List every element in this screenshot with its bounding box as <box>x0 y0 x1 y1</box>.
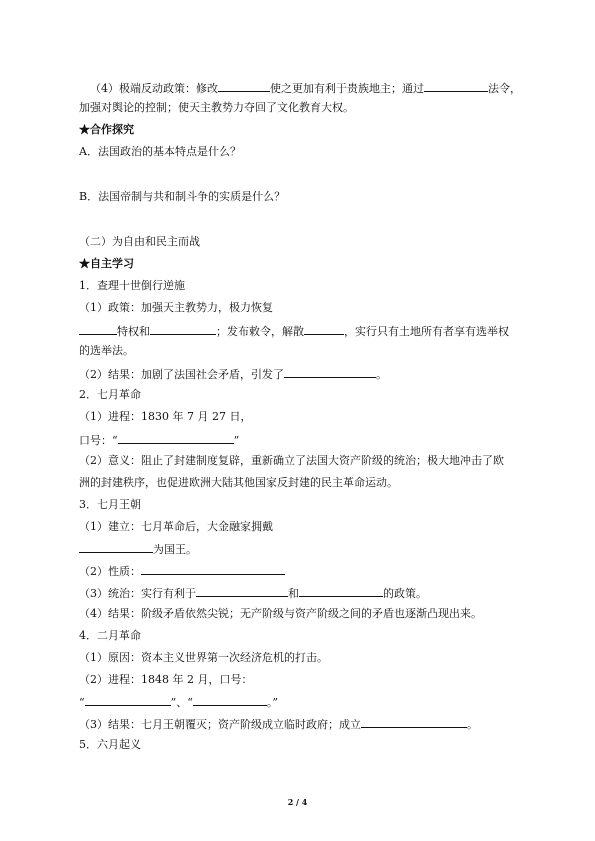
fill-blank <box>284 366 376 378</box>
text-segment: ”、“ <box>170 696 193 709</box>
fill-blank <box>218 80 270 92</box>
fill-blank <box>304 323 344 335</box>
text-segment: （2）性质： <box>79 565 141 578</box>
text-line: 洲的封建秩序，也促进欧洲大陆其他国家反封建的民主革命运动。 <box>79 476 398 489</box>
text-line: 的选举法。 <box>79 344 134 357</box>
section-heading: ★合作探究 <box>79 123 134 136</box>
text-segment: （3）统治：实行有利于 <box>79 587 196 600</box>
fill-blank <box>299 585 383 597</box>
fill-blank <box>85 694 171 706</box>
text-segment: 特权和 <box>117 325 150 338</box>
text-segment: “ <box>79 696 85 709</box>
text-segment: 的政策。 <box>383 587 427 600</box>
item-title: 5．六月起义 <box>79 738 141 751</box>
fill-blank <box>79 541 153 553</box>
text-line: （1）建立：七月革命后，大金融家拥戴 <box>79 520 273 533</box>
text-segment: ，实行只有土地所有者享有选举权 <box>344 325 509 338</box>
section-heading: ★自主学习 <box>79 257 134 270</box>
item-title: 4．二月革命 <box>79 629 141 642</box>
fill-blank <box>141 563 285 575</box>
text-segment: ；发布敕令，解散 <box>216 325 304 338</box>
item-title: 2．七月革命 <box>79 388 141 401</box>
question-b: B．法国帝制与共和制斗争的实质是什么？ <box>79 190 286 203</box>
text-line <box>79 541 197 557</box>
text-line <box>79 563 285 579</box>
text-segment: （3）结果：七月王朝覆灭；资产阶级成立临时政府；成立 <box>79 718 361 731</box>
text-line: （1）进程：1830 年 7 月 27 日， <box>79 410 252 423</box>
text-segment: （2）结果：加剧了法国社会矛盾，引发了 <box>79 368 284 381</box>
question-a: A．法国政治的基本特点是什么？ <box>79 145 241 158</box>
text-segment: 口号：“ <box>79 434 118 447</box>
fill-blank <box>196 585 288 597</box>
text-segment: 。” <box>266 696 278 709</box>
text-segment: 和 <box>288 587 299 600</box>
text-line <box>79 585 427 601</box>
text-segment: （4）极端反动政策：修改 <box>90 82 218 95</box>
text-line <box>90 80 521 96</box>
fill-blank <box>118 432 234 444</box>
item-title: 3．七月王朝 <box>79 498 141 511</box>
text-segment: 为国王。 <box>153 543 197 556</box>
text-line: （2）进程：1848 年 2 月，口号： <box>79 673 253 686</box>
text-line: 加强对舆论的控制；使天主教势力夺回了文化教育大权。 <box>79 101 354 114</box>
fill-blank <box>361 716 467 728</box>
item-title: 1．查理十世倒行逆施 <box>79 279 185 292</box>
fill-blank <box>79 323 117 335</box>
text-segment: 使之更加有利于贵族地主；通过 <box>270 82 424 95</box>
text-segment: 。 <box>376 368 387 381</box>
text-line <box>79 716 478 732</box>
text-line <box>79 366 387 382</box>
text-line: （2）意义：阻止了封建制度复辟，重新确立了法国大资产阶级的统治；极大地冲击了欧 <box>79 454 504 467</box>
text-segment: 。 <box>467 718 478 731</box>
text-line <box>79 323 509 339</box>
text-line <box>79 432 239 448</box>
page-number: 2 / 4 <box>287 797 308 807</box>
fill-blank <box>193 694 267 706</box>
text-line <box>79 694 278 710</box>
text-line: （4）结果：阶级矛盾依然尖锐；无产阶级与资产阶级之间的矛盾也逐渐凸现出来。 <box>79 607 482 620</box>
text-line: （1）政策：加强天主教势力，极力恢复 <box>79 301 273 314</box>
section-title: （二）为自由和民主而战 <box>79 235 200 248</box>
text-line: （1）原因：资本主义世界第一次经济危机的打击。 <box>79 651 328 664</box>
text-segment: 法令， <box>488 82 521 95</box>
fill-blank <box>150 323 216 335</box>
fill-blank <box>424 80 488 92</box>
text-segment: ” <box>233 434 240 447</box>
